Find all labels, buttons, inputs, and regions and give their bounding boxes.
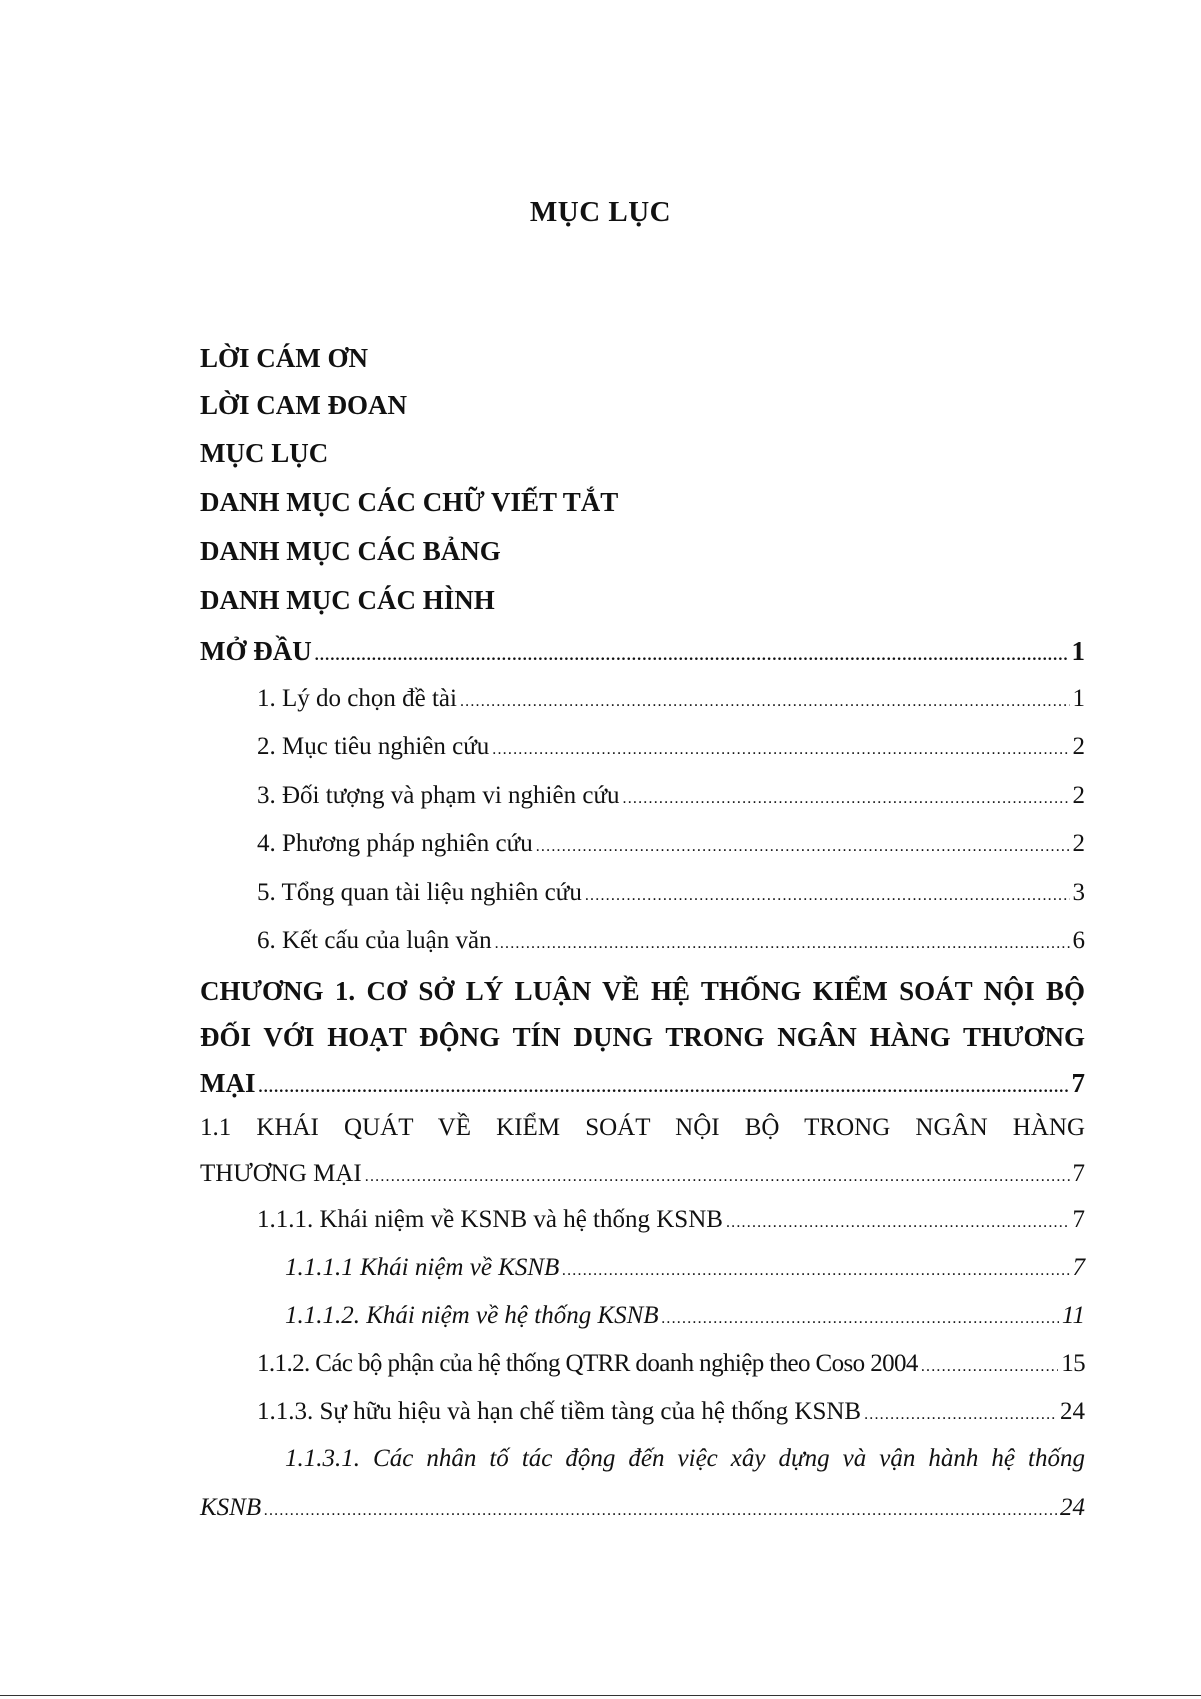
toc-entry-page: 7	[1072, 1254, 1085, 1281]
toc-entry-page: 24	[1060, 1398, 1085, 1425]
toc-entry-intro-1	[257, 681, 1085, 720]
dot-leader	[562, 1253, 1069, 1289]
toc-heading-cac-hinh: DANH MỤC CÁC HÌNH	[200, 585, 495, 615]
toc-entry-label: MỞ ĐẦU	[200, 636, 312, 666]
toc-entry-intro-3	[257, 778, 1085, 817]
toc-entry-page: 2	[1072, 733, 1085, 760]
dot-leader	[259, 1070, 1069, 1106]
toc-entry-label: 3. Đối tượng và phạm vi nghiên cứu	[257, 782, 620, 809]
toc-section-1-1-line-1: 1.1 KHÁI QUÁT VỀ KIỂM SOÁT NỘI BỘ TRONG NGÂN HÀNG	[200, 1114, 1085, 1141]
toc-entry-label: 4. Phương pháp nghiên cứu	[257, 830, 533, 857]
dot-leader	[536, 829, 1070, 865]
toc-entry-label: THƯƠNG MẠI	[200, 1160, 362, 1187]
toc-chapter-1-line-2: ĐỐI VỚI HOẠT ĐỘNG TÍN DỤNG TRONG NGÂN HÀNG THƯƠNG	[200, 1022, 1085, 1052]
toc-entry-1-1-3-1-line-2	[200, 1490, 1085, 1529]
dot-leader	[864, 1397, 1057, 1433]
toc-entry-intro-6	[257, 923, 1085, 962]
dot-leader	[492, 732, 1069, 768]
toc-entry-intro-4	[257, 826, 1085, 865]
toc-entry-label: 6. Kết cấu của luận văn	[257, 927, 492, 954]
dot-leader	[623, 781, 1070, 817]
toc-entry-1-1-3-1-line-1: 1.1.3.1. Các nhân tố tác động đến việc xây dựng và vận hành hệ thống	[285, 1445, 1085, 1472]
toc-entry-label: 1.1.1.1 Khái niệm về KSNB	[285, 1254, 560, 1281]
toc-heading-loi-cam-on: LỜI CÁM ƠN	[200, 343, 368, 373]
toc-entry-page: 3	[1072, 879, 1085, 906]
toc-entry-page: 15	[1061, 1350, 1085, 1377]
toc-entry-page: 2	[1072, 830, 1085, 857]
toc-section-1-1-line-2	[200, 1156, 1085, 1195]
toc-entry-page: 24	[1060, 1494, 1085, 1521]
dot-leader	[315, 638, 1069, 674]
toc-entry-label: 1.1.1. Khái niệm về KSNB và hệ thống KSNB	[257, 1206, 723, 1233]
toc-heading-chu-viet-tat: DANH MỤC CÁC CHỮ VIẾT TẮT	[200, 487, 619, 517]
toc-entry-label: 5. Tổng quan tài liệu nghiên cứu	[257, 879, 582, 906]
toc-entry-mo-dau	[200, 633, 1085, 674]
dot-leader	[495, 926, 1070, 962]
dot-leader	[460, 684, 1070, 720]
toc-entry-label: 2. Mục tiêu nghiên cứu	[257, 733, 490, 760]
toc-entry-label: MẠI	[200, 1068, 256, 1098]
toc-entry-label: 1. Lý do chọn đề tài	[257, 685, 457, 712]
toc-entry-intro-5	[257, 875, 1085, 914]
toc-entry-1-1-1-2	[285, 1298, 1085, 1337]
toc-entry-label: 1.1.3. Sự hữu hiệu và hạn chế tiềm tàng của hệ thống KSNB	[257, 1398, 862, 1425]
dot-leader	[662, 1301, 1059, 1337]
toc-entry-page: 7	[1072, 1160, 1085, 1187]
toc-entry-1-1-2	[257, 1346, 1085, 1385]
toc-entry-1-1-1	[257, 1202, 1085, 1241]
dot-leader	[726, 1205, 1070, 1241]
toc-entry-label: 1.1.1.2. Khái niệm về hệ thống KSNB	[285, 1302, 659, 1329]
page-title: MỤC LỤC	[529, 196, 672, 228]
toc-entry-page: 1	[1072, 685, 1085, 712]
toc-heading-muc-luc: MỤC LỤC	[200, 438, 329, 468]
dot-leader	[264, 1493, 1057, 1529]
toc-entry-page: 11	[1061, 1302, 1085, 1329]
toc-chapter-1-line-1: CHƯƠNG 1. CƠ SỞ LÝ LUẬN VỀ HỆ THỐNG KIỂM SOÁT NỘI BỘ	[200, 976, 1085, 1006]
dot-leader	[921, 1349, 1058, 1385]
toc-entry-page: 7	[1072, 1206, 1085, 1233]
toc-entry-1-1-3	[257, 1394, 1085, 1433]
toc-entry-1-1-1-1	[285, 1250, 1085, 1289]
toc-heading-cac-bang: DANH MỤC CÁC BẢNG	[200, 536, 501, 566]
toc-chapter-1-line-3	[200, 1065, 1085, 1106]
dot-leader	[585, 878, 1070, 914]
toc-entry-page: 2	[1072, 782, 1085, 809]
toc-entry-page: 1	[1071, 636, 1085, 666]
toc-heading-loi-cam-doan: LỜI CAM ĐOAN	[200, 390, 407, 420]
toc-entry-label: KSNB	[200, 1494, 262, 1521]
toc-entry-page: 6	[1072, 927, 1085, 954]
toc-entry-intro-2	[257, 729, 1085, 768]
dot-leader	[365, 1159, 1070, 1195]
toc-entry-label: 1.1.2. Các bộ phận của hệ thống QTRR doanh nghiệp theo Coso 2004	[257, 1350, 918, 1377]
page-bottom-rule	[0, 1695, 1201, 1696]
toc-entry-page: 7	[1071, 1068, 1085, 1098]
